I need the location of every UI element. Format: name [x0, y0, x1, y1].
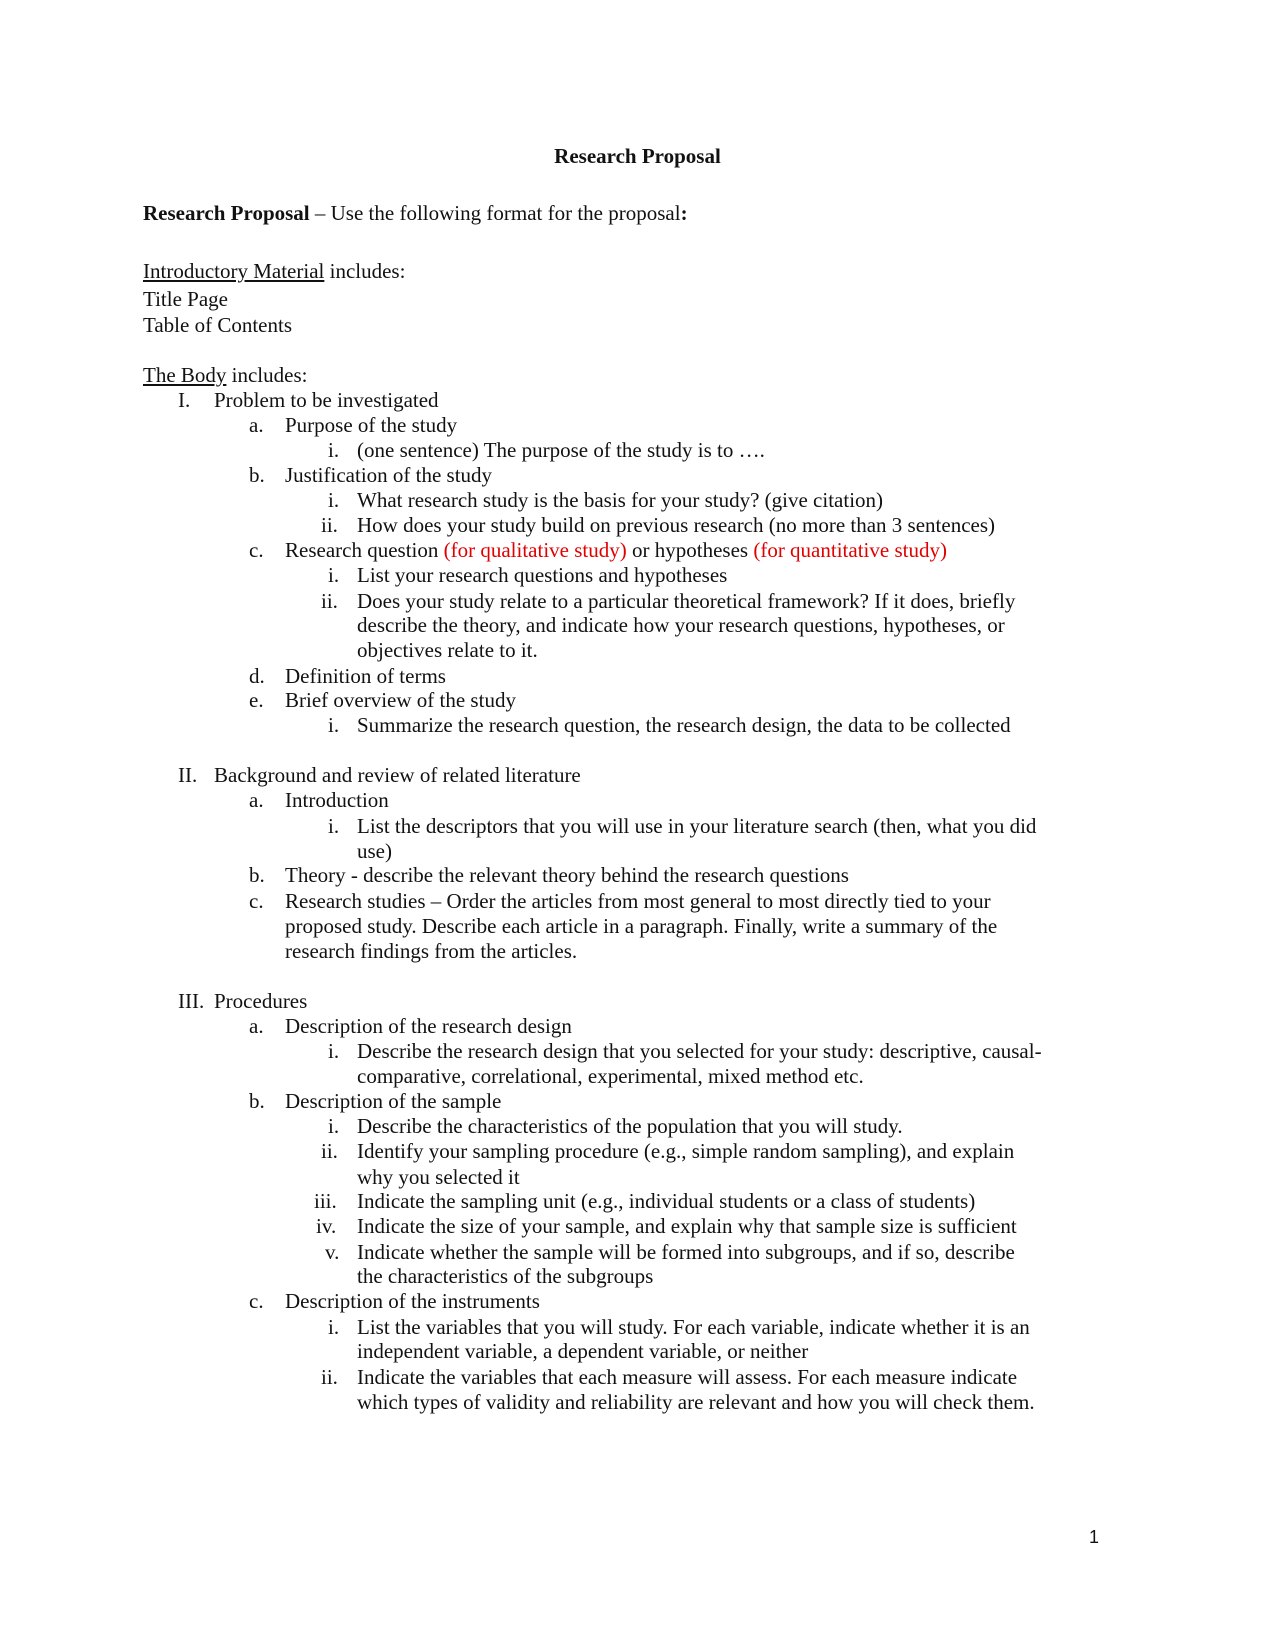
item-marker: b.	[249, 863, 265, 887]
subitem-marker: i.	[328, 488, 340, 512]
item-label: Definition of terms	[285, 664, 446, 688]
item-label	[285, 537, 947, 563]
item-marker: b.	[249, 463, 265, 487]
item-text: research findings from the articles.	[285, 939, 578, 963]
subitem-text: the characteristics of the subgroups	[357, 1264, 654, 1288]
subitem-marker: i.	[328, 713, 340, 737]
qualitative-note: (for qualitative study)	[443, 538, 627, 562]
subitem-text: Describe the research design that you selected for your study: descriptive, causal-	[357, 1039, 1042, 1063]
body-heading	[143, 362, 307, 388]
subitem-text: Summarize the research question, the research design, the data to be collected	[357, 713, 1011, 737]
item-text: proposed study. Describe each article in a paragraph. Finally, write a summary of the	[285, 914, 998, 938]
item-marker: c.	[249, 1289, 264, 1313]
subitem-marker: i.	[328, 438, 340, 462]
subitem-text: Indicate the sampling unit (e.g., individual students or a class of students)	[357, 1189, 976, 1213]
section-label: Procedures	[214, 989, 308, 1013]
section-label: Problem to be investigated	[214, 388, 439, 412]
subitem-marker: iv.	[316, 1214, 337, 1238]
item-marker: d.	[249, 664, 265, 688]
item-label: Introduction	[285, 788, 389, 812]
subitem-marker: i.	[328, 563, 340, 587]
subitem-marker: i.	[328, 1315, 340, 1339]
intro-item-title-page: Title Page	[143, 287, 228, 311]
subitem-marker: i.	[328, 814, 340, 838]
item-label-part: Research question	[285, 538, 444, 562]
subitem-marker: ii.	[321, 1139, 338, 1163]
subitem-text: Indicate the variables that each measure will assess. For each measure indicate	[357, 1365, 1018, 1389]
item-marker: a.	[249, 413, 264, 437]
subitem-marker: i.	[328, 1039, 340, 1063]
section-marker: III.	[178, 989, 205, 1013]
item-marker: c.	[249, 889, 264, 913]
item-label: Justification of the study	[285, 463, 493, 487]
subitem-text: use)	[357, 839, 392, 863]
subitem-text: objectives relate to it.	[357, 638, 538, 662]
item-marker: c.	[249, 538, 264, 562]
subitem-text: which types of validity and reliability are relevant and how you will check them.	[357, 1390, 1035, 1414]
subitem-text: Indicate the size of your sample, and explain why that sample size is sufficient	[357, 1214, 1017, 1238]
item-label: Theory - describe the relevant theory behind the research questions	[285, 863, 849, 887]
subitem-text: describe the theory, and indicate how your research questions, hypotheses, or	[357, 613, 1005, 637]
item-marker: b.	[249, 1089, 265, 1113]
subitem-text: List your research questions and hypotheses	[357, 563, 728, 587]
subitem-text: Identify your sampling procedure (e.g., simple random sampling), and explain	[357, 1139, 1015, 1163]
introductory-heading-rest: includes:	[324, 259, 406, 283]
intro-bold: Research Proposal	[143, 201, 310, 225]
body-heading-rest: includes:	[226, 363, 308, 387]
subitem-marker: v.	[325, 1240, 340, 1264]
subitem-text: What research study is the basis for your study? (give citation)	[357, 488, 884, 512]
introductory-heading	[143, 258, 405, 284]
section-marker: I.	[178, 388, 191, 412]
subitem-text: List the descriptors that you will use in your literature search (then, what you did	[357, 814, 1037, 838]
intro-line	[143, 200, 688, 226]
subitem-text: comparative, correlational, experimental, mixed method etc.	[357, 1064, 864, 1088]
subitem-marker: ii.	[321, 513, 338, 537]
item-label: Purpose of the study	[285, 413, 458, 437]
intro-colon: :	[680, 201, 688, 225]
quantitative-note: (for quantitative study)	[753, 538, 947, 562]
subitem-marker: iii.	[314, 1189, 337, 1213]
subitem-text: How does your study build on previous research (no more than 3 sentences)	[357, 513, 996, 537]
item-marker: a.	[249, 1014, 264, 1038]
item-text: Research studies – Order the articles from most general to most directly tied to your	[285, 889, 991, 913]
intro-item-toc: Table of Contents	[143, 313, 292, 337]
subitem-text: independent variable, a dependent variable, or neither	[357, 1339, 809, 1363]
subitem-marker: ii.	[321, 1365, 338, 1389]
item-label-part: or hypotheses	[626, 538, 754, 562]
section-marker: II.	[178, 763, 198, 787]
page-title: Research Proposal	[554, 144, 721, 168]
page-number: 1	[1088, 1527, 1099, 1547]
subitem-marker: i.	[328, 1114, 340, 1138]
subitem-text: Indicate whether the sample will be formed into subgroups, and if so, describe	[357, 1240, 1015, 1264]
item-label: Brief overview of the study	[285, 688, 516, 712]
item-marker: e.	[249, 688, 264, 712]
subitem-marker: ii.	[321, 589, 338, 613]
item-label: Description of the research design	[285, 1014, 572, 1038]
intro-rest: – Use the following format for the proposal	[309, 201, 681, 225]
body-heading-underlined: The Body	[143, 363, 227, 387]
item-label: Description of the sample	[285, 1089, 502, 1113]
section-label: Background and review of related literature	[214, 763, 581, 787]
item-marker: a.	[249, 788, 264, 812]
item-label: Description of the instruments	[285, 1289, 540, 1313]
subitem-text: (one sentence) The purpose of the study is to ….	[357, 438, 765, 462]
subitem-text: Describe the characteristics of the population that you will study.	[357, 1114, 903, 1138]
subitem-text: List the variables that you will study. For each variable, indicate whether it is an	[357, 1315, 1030, 1339]
introductory-heading-underlined: Introductory Material	[143, 259, 325, 283]
subitem-text: why you selected it	[357, 1165, 520, 1189]
subitem-text: Does your study relate to a particular theoretical framework? If it does, briefly	[357, 589, 1016, 613]
